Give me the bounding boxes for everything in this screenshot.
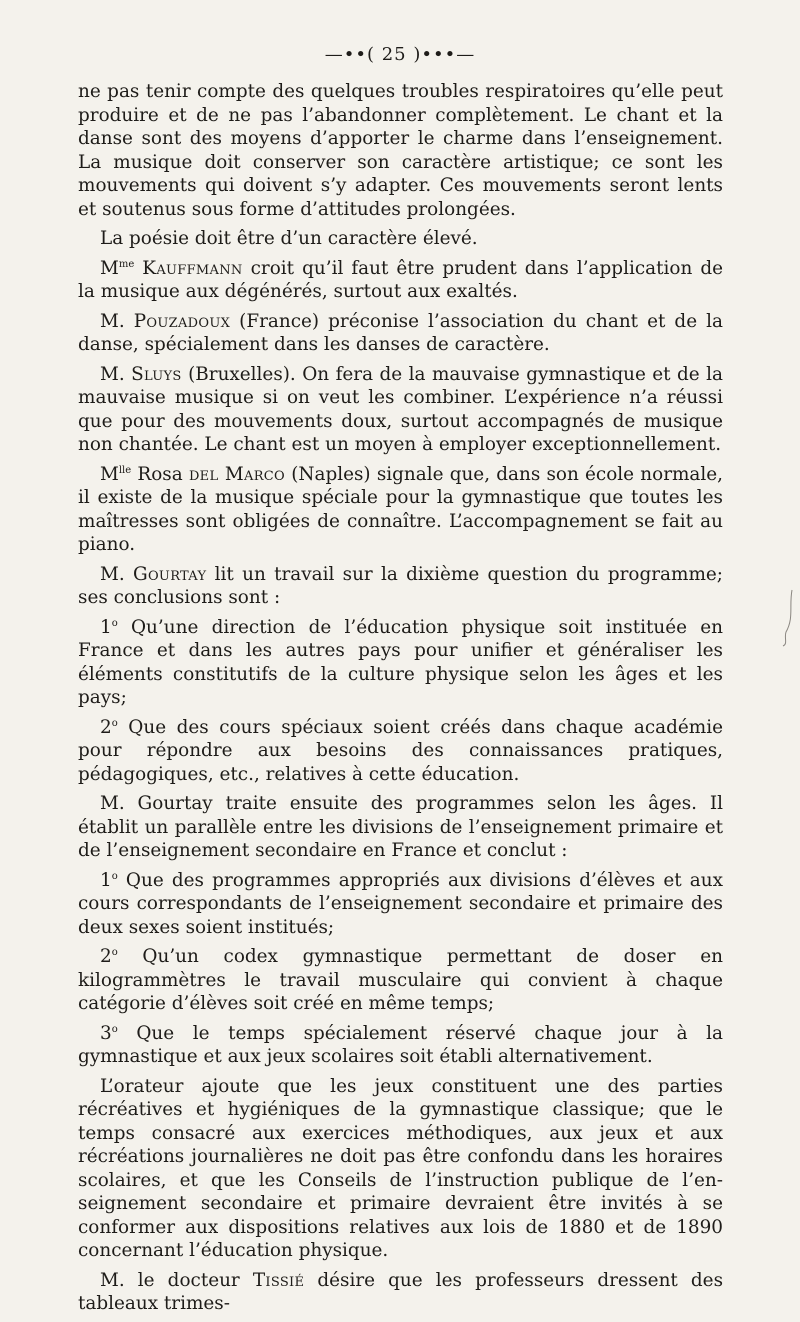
page-number: —••( 25 )•••— — [324, 44, 476, 65]
paragraph: M. Gourtay traite ensuite des programmes selon les âges. Il établit un parallèle entre les divisions de l’enseignement primaire et de l’enseignement secondaire en France et conclut : — [78, 793, 723, 861]
item-number: 2 — [100, 946, 112, 967]
item-number: 2 — [100, 716, 112, 738]
speaker-title: M — [100, 257, 119, 279]
item-number: 1 — [100, 869, 112, 891]
speaker-name: Sluys — [131, 363, 182, 385]
speaker-name: del Marco — [188, 463, 286, 485]
speaker-title: M. — [100, 563, 125, 585]
paragraph: M. le docteur Tissié désire que les professeurs dressent des tableaux trimes- — [78, 1269, 724, 1314]
speaker-title: M — [100, 463, 119, 485]
numbered-paragraph: 3$^o$ Que le temps spécialement réservé chaque jour à la gymnastique et aux jeux scolaires soit établi alternativement. — [78, 1022, 723, 1067]
paragraph: M. Sluys (Bruxelles). On fera de la mauvaise gymnastique et de la mauvaise musique si on veut les combiner. L’expérience n’a réussi que pour des mouvements doux, surtout accompagnés de musique non chantée. Le chant est un moyen à employer exceptionnellement. — [78, 363, 723, 455]
speaker-name: Gourtay — [132, 563, 207, 585]
page-header — [0, 44, 800, 65]
speaker-title: M. — [100, 310, 125, 332]
speaker-name: Tissié — [252, 1269, 305, 1291]
body-text — [78, 80, 723, 1322]
speaker-name: Kauffmann — [142, 257, 243, 279]
speaker-first-name: Rosa — [137, 463, 183, 485]
paragraph: La poésie doit être d’un caractère élevé. — [100, 228, 478, 249]
paragraph: M. Pouzadoux (France) préconise l’association du chant et de la danse, spécialement dans les danses de caractère. — [78, 310, 723, 355]
item-number: 3 — [100, 1022, 112, 1044]
numbered-paragraph: 2$^o$ Qu’un codex gymnastique permettant de doser en kilogrammètres le travail musculaire qui convient à chaque catégorie d’élèves soit créé en même temps; — [78, 946, 723, 1014]
paragraph: $M^{me}$ Kauffmann croit qu’il faut être prudent dans l’application de la musique aux dégénérés, surtout aux exaltés. — [78, 257, 723, 302]
numbered-paragraph: 2$^o$ Que des cours spéciaux soient créés dans chaque académie pour répondre aux besoins des connaissances pratiques, pédagogiques, etc., relatives à cette éducation. — [78, 716, 723, 785]
item-number: 1 — [100, 616, 112, 638]
numbered-paragraph: 1$^o$ Qu’une direction de l’éducation physique soit instituée en France et dans les autres pays pour unifier et généraliser les éléments constitutifs de la culture physique selon les âges et les pays; — [78, 616, 723, 708]
margin-pencil-mark — [780, 588, 796, 648]
speaker-name: Pouzadoux — [133, 310, 231, 332]
speaker-title: M. — [100, 363, 125, 385]
paragraph: $M^{lle}$ Rosa del Marco (Naples) signale que, dans son école normale, il existe de la musique spéciale pour la gymnastique que toutes les maîtresses sont obligées de connaître. L’accompagnement se fait au piano. — [78, 463, 723, 555]
paragraph: L’orateur ajoute que les jeux constituent une des parties récréatives et hygiéniques de la gymnastique classique; que le temps consacré aux exercices méthodiques, aux jeux et aux récréations journalières ne doit pas être confondu dans les horaires scolaires, et que les Conseils de l’instruction publique de l’enseignement secondaire et primaire devraient être invités à se conformer aux dispositions relatives aux lois de 1880 et de 1890 concernant l’éducation physique. — [78, 1075, 723, 1261]
numbered-paragraph: 1$^o$ Que des programmes appropriés aux divisions d’élèves et aux cours correspondants de l’enseignement secondaire et primaire des deux sexes soient institués; — [78, 869, 723, 938]
speaker-title: M. le docteur — [100, 1269, 240, 1291]
paragraph: M. Gourtay lit un travail sur la dixième question du programme; ses conclusions sont : — [78, 563, 723, 608]
paragraph: ne pas tenir compte des quelques troubles respiratoires qu’elle peut produire et de ne pas l’abandonner complètement. Le chant et la danse sont des moyens d’apporter le charme dans l’enseignement. La musique doit conserver son caractère artistique; ce sont les mouvements qui doivent s’y adapter. Ces mouvements seront lents et soutenus sous forme d’attitudes prolongées. — [78, 81, 723, 220]
